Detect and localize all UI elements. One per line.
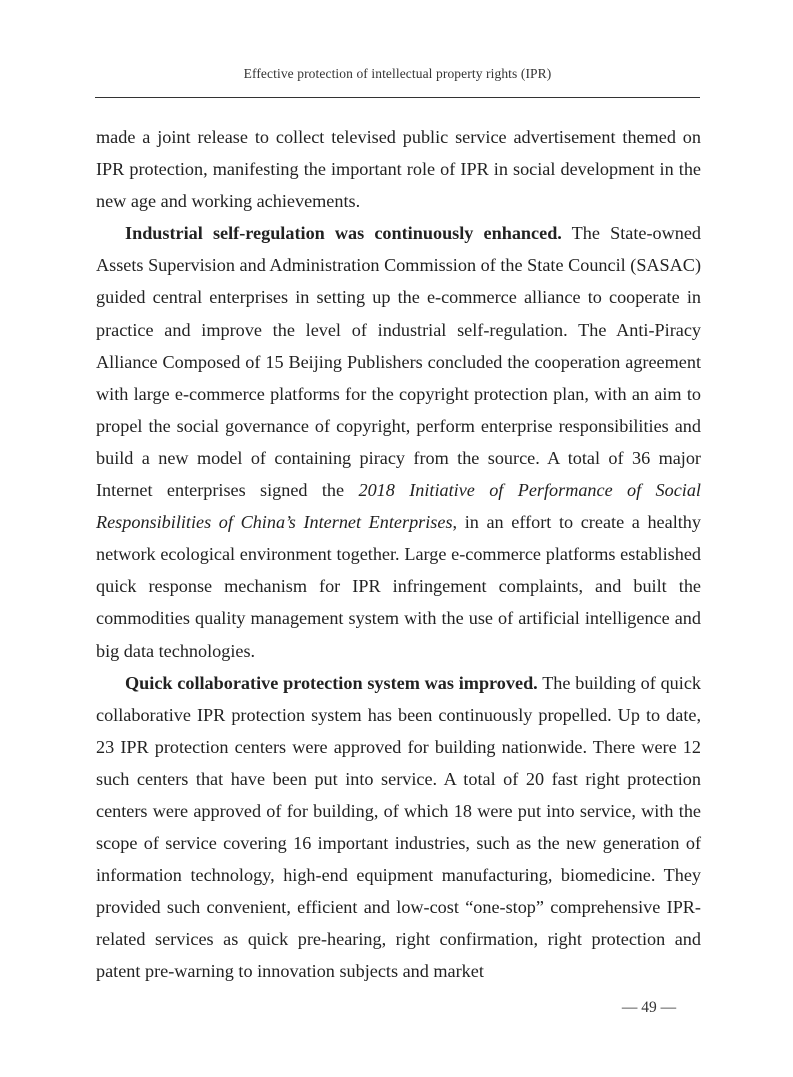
page-number: — 49 — xyxy=(621,999,677,1016)
paragraph-self-regulation xyxy=(96,217,701,666)
initiative-title: 2018 Initiative of Performance of Social Responsibilities of China’s Internet Enterprises xyxy=(96,480,701,533)
paragraph-continuation xyxy=(96,121,701,217)
paragraph-lead-heading: Industrial self-regulation was continuously enhanced. xyxy=(125,223,562,244)
paragraph-collaborative-protection xyxy=(96,667,701,988)
paragraph-lead-heading: Quick collaborative protection system was improved. xyxy=(125,672,538,693)
paragraph-text: The building of quick collaborative IPR protection system has been continuously propelled. Up to date, 23 IPR protection centers were approved for building nationwide. There were 12 such centers that have been put into service. A total of 20 fast right protection centers were approved of for building, of which 18 were put into service, with the scope of service covering 16 important industries, such as the new generation of information technology, high-end equipment manufacturing, biomedicine. They provided such convenient, efficient and low-cost “one-stop” comprehensive IPR-related services as quick pre-hearing, right confirmation, right protection and patent pre-warning to innovation subjects and market xyxy=(96,672,701,982)
paragraph-text: The State-owned Assets Supervision and Administration Commission of the State Council (SASAC) guided central enterprises in setting up the e-commerce alliance to cooperate in practice and improve the level of industrial self-regulation. The Anti-Piracy Alliance Composed of 15 Beijing Publishers concluded the cooperation agreement with large e-commerce platforms for the copyright protection plan, with an aim to propel the social governance of copyright, perform enterprise responsibilities and build a new model of containing piracy from the source. A total of 36 major Internet enterprises signed the xyxy=(96,223,701,501)
paragraph-text: , in an effort to create a healthy network ecological environment together. Large e-commerce platforms established quick response mechanism for IPR infringement complaints, and built the commodities quality management system with the use of artificial intelligence and big data technologies. xyxy=(96,512,701,661)
running-header: Effective protection of intellectual property rights (IPR) xyxy=(243,66,552,81)
body-text xyxy=(96,121,701,988)
paragraph-text: made a joint release to collect televised public service advertisement themed on IPR protection, manifesting the important role of IPR in social development in the new age and working achievements. xyxy=(96,127,701,212)
header-rule xyxy=(95,97,700,98)
